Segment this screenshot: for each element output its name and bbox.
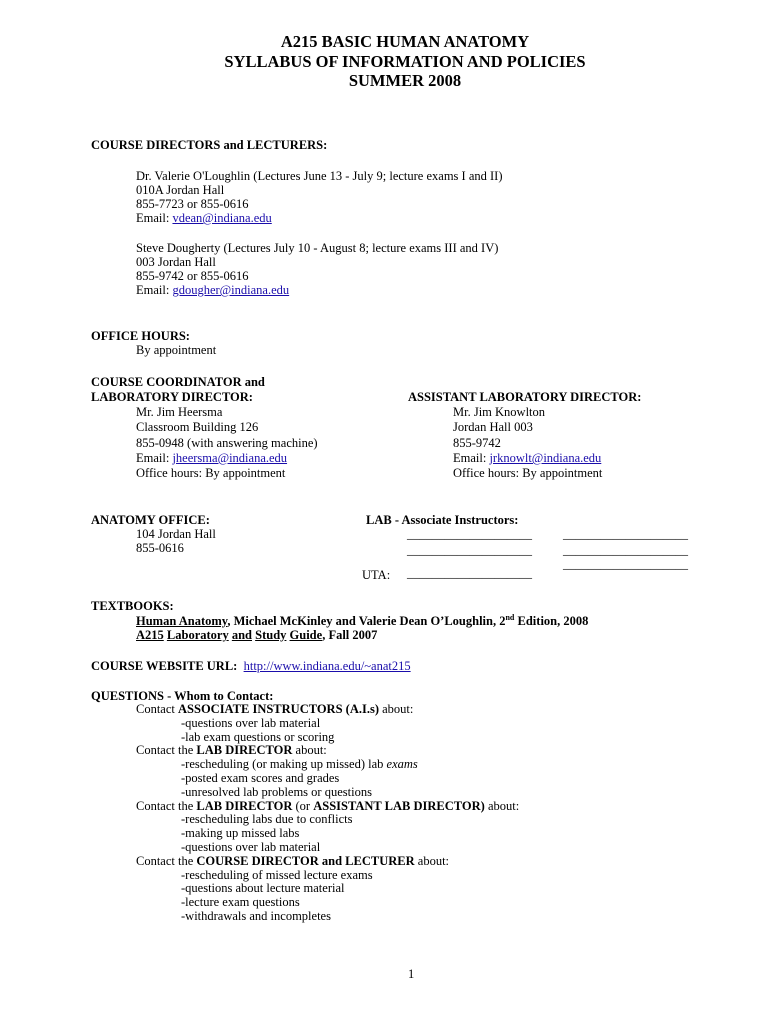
website-label: COURSE WEBSITE URL:	[91, 659, 238, 673]
contact-director-post: about:	[414, 853, 450, 868]
textbook-1	[136, 614, 588, 628]
textbooks-heading: TEXTBOOKS:	[91, 599, 174, 613]
contact-lab2-who: LAB DIRECTOR	[196, 798, 293, 813]
contact-lab2-mid: (or	[292, 798, 314, 813]
assistant-hours: Office hours: By appointment	[453, 466, 603, 481]
ai-blank-5: ____________________	[563, 557, 688, 571]
anatomy-office-phone: 855-0616	[136, 541, 184, 555]
assistant-heading: ASSISTANT LABORATORY DIRECTOR:	[408, 390, 642, 404]
assistant-details	[453, 405, 602, 481]
contact-lab-pre: Contact the	[136, 743, 197, 758]
office-hours-value: By appointment	[136, 343, 217, 357]
textbook-1-authors: , Michael McKinley and Valerie Dean O’Loughlin, 2	[227, 614, 506, 628]
contact-ai-item-1: -questions over lab material	[181, 715, 321, 730]
coordinator-name: Mr. Jim Heersma	[136, 405, 223, 419]
textbook-2-word-a: A215	[136, 628, 164, 642]
contact-director-item-3: -lecture exam questions	[181, 895, 300, 910]
ai-blank-3: ____________________	[407, 543, 532, 557]
contact-lab2-post: about:	[484, 798, 520, 813]
contact-lab2-pre: Contact the	[136, 798, 197, 813]
contact-lab-item-1	[136, 758, 519, 772]
website-row	[91, 659, 411, 673]
lab-ai-heading: Associate Instructors:	[401, 513, 519, 527]
coordinator-office: Classroom Building 126	[136, 420, 259, 435]
coordinator-email-label: Email:	[136, 450, 173, 465]
contact-director-item-2: -questions about lecture material	[181, 881, 345, 896]
lab-heading	[366, 513, 518, 527]
contact-lab2-item-1: -rescheduling labs due to conflicts	[181, 812, 353, 827]
director-2-office: 003 Jordan Hall	[136, 255, 216, 269]
textbook-1-sup: nd	[505, 612, 515, 622]
director-1-email-label: Email:	[136, 211, 173, 225]
contact-lab-post: about:	[292, 743, 327, 758]
contact-lab2-item-2: -making up missed labs	[181, 826, 300, 841]
lab-label: LAB -	[366, 513, 402, 527]
ai-blank-4: ____________________	[563, 543, 688, 557]
assistant-email-link[interactable]: jrknowlt@indiana.edu	[489, 450, 602, 465]
textbook-2-word-e: Guide	[289, 628, 323, 642]
contact-lab-item-1-text: -rescheduling (or making up missed) lab	[181, 757, 387, 772]
director-2-name: Steve Dougherty (Lectures July 10 - August 8; lecture exams III and IV)	[136, 241, 499, 255]
contact-director-item-1: -rescheduling of missed lecture exams	[181, 867, 373, 882]
anatomy-office-room: 104 Jordan Hall	[136, 527, 216, 541]
contact-director-who: COURSE DIRECTOR and LECTURER	[196, 853, 415, 868]
director-1-email-link[interactable]: vdean@indiana.edu	[172, 211, 272, 225]
directors-heading: COURSE DIRECTORS and LECTURERS:	[91, 138, 328, 152]
assistant-name: Mr. Jim Knowlton	[453, 405, 546, 419]
director-2-email-label: Email:	[136, 283, 173, 297]
ai-blank-2: ____________________	[563, 527, 688, 541]
contact-lab2-who2: ASSISTANT LAB DIRECTOR)	[313, 798, 485, 813]
coordinator-phone: 855-0948 (with answering machine)	[136, 435, 318, 450]
title-line-2: SYLLABUS OF INFORMATION AND POLICIES	[224, 52, 586, 71]
textbook-2-word-c: and	[231, 628, 252, 642]
contact-lab-item-1-emph: exams	[386, 757, 418, 772]
contact-ai	[136, 703, 519, 924]
contact-ai-pre: Contact	[136, 702, 179, 716]
textbook-2-word-d: Study	[255, 628, 287, 642]
uta-label: UTA:	[362, 568, 391, 582]
assistant-phone: 855-9742	[453, 435, 501, 450]
coordinator-heading-1: COURSE COORDINATOR and	[91, 375, 265, 389]
contact-director-pre: Contact the	[136, 853, 197, 868]
page-number: 1	[408, 967, 415, 981]
director-2-phone: 855-9742 or 855-0616	[136, 269, 249, 283]
contact-lab-item-2: -posted exam scores and grades	[181, 770, 340, 785]
questions-heading: QUESTIONS - Whom to Contact:	[91, 689, 274, 703]
textbook-2	[136, 628, 377, 642]
website-link[interactable]: http://www.indiana.edu/~anat215	[243, 659, 411, 673]
director-1-office: 010A Jordan Hall	[136, 183, 225, 197]
director-1	[136, 169, 503, 225]
coordinator-hours: Office hours: By appointment	[136, 466, 286, 481]
assistant-office: Jordan Hall 003	[453, 420, 533, 435]
textbook-2-rest: , Fall 2007	[322, 628, 378, 642]
director-2	[136, 241, 498, 297]
uta-blank: ____________________	[407, 566, 532, 580]
textbook-2-word-b: Laboratory	[166, 628, 229, 642]
textbook-1-title: Human Anatomy	[136, 614, 228, 628]
contact-director-item-4: -withdrawals and incompletes	[181, 908, 331, 923]
textbook-1-edition: Edition, 2008	[514, 614, 589, 628]
contact-ai-post: about:	[379, 702, 414, 716]
coordinator-details	[136, 405, 318, 481]
contact-lab-who: LAB DIRECTOR	[196, 743, 293, 758]
contact-lab2-item-3: -questions over lab material	[181, 839, 321, 854]
title-line-3: SUMMER 2008	[348, 71, 462, 90]
director-1-phone: 855-7723 or 855-0616	[136, 197, 249, 211]
office-hours-heading: OFFICE HOURS:	[91, 329, 190, 343]
coordinator-heading-2: LABORATORY DIRECTOR:	[91, 390, 253, 404]
contact-lab-item-3: -unresolved lab problems or questions	[181, 784, 372, 799]
director-2-email-link[interactable]: gdougher@indiana.edu	[172, 283, 290, 297]
director-1-name: Dr. Valerie O'Loughlin (Lectures June 13 - July 9; lecture exams I and II)	[136, 169, 503, 183]
ai-blank-1: ____________________	[407, 527, 532, 541]
contact-ai-who: ASSOCIATE INSTRUCTORS (A.I.s)	[178, 702, 379, 716]
contact-ai-item-2: -lab exam questions or scoring	[181, 729, 335, 744]
assistant-email-label: Email:	[453, 450, 490, 465]
anatomy-office-heading: ANATOMY OFFICE:	[91, 513, 210, 527]
coordinator-email-link[interactable]: jheersma@indiana.edu	[172, 450, 288, 465]
title-line-1: A215 BASIC HUMAN ANATOMY	[280, 32, 530, 51]
